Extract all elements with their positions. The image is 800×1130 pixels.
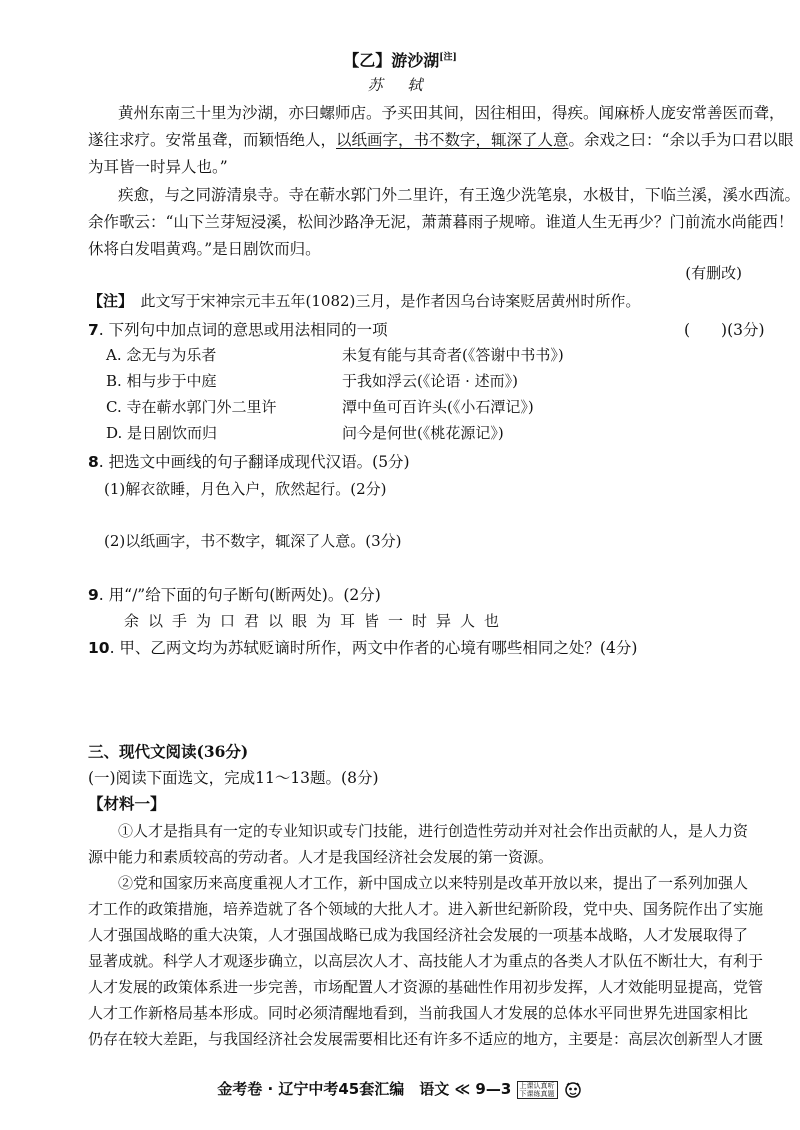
passage-paragraph-1 bbox=[88, 100, 794, 181]
footnote-label: 【注】 bbox=[88, 292, 126, 310]
footer-arrows: ≪ bbox=[454, 1080, 471, 1098]
q8-sub-1-answer-area[interactable] bbox=[104, 500, 744, 526]
q7-option-d-left: D. 是日剧饮而归 bbox=[106, 424, 218, 442]
passage-author: 苏 轼 bbox=[367, 76, 433, 94]
page-footer bbox=[0, 1078, 800, 1100]
section-3-heading: 三、现代文阅读(36分) bbox=[88, 742, 249, 761]
footnote-text: 此文写于宋神宗元丰五年(1082)三月，是作者因乌台诗案贬居黄州时所作。 bbox=[140, 292, 641, 310]
q7-option-c-right: 潭中鱼可百许头(《小石潭记》) bbox=[342, 398, 534, 416]
q10-answer-area[interactable] bbox=[104, 662, 744, 732]
material-line: 人才发展的政策体系进一步完善，市场配置人才资源的基础性作用初步发挥，人才效能明显提高，党管 bbox=[88, 978, 764, 996]
title-footnote-marker: [注] bbox=[439, 52, 457, 63]
passage-line: 疾愈，与之同游清泉寺。寺在蕲水郭门外二里许，有王逸少洗笔泉，水极甘，下临兰溪，溪水西流。 bbox=[118, 186, 800, 204]
material-line: 仍存在较大差距，与我国经济社会发展需要相比还有许多不适应的地方，主要是：高层次创新型人才匮 bbox=[88, 1030, 764, 1048]
mascot-icon bbox=[563, 1080, 583, 1100]
material-1-label: 【材料一】 bbox=[88, 794, 166, 813]
q7-option-b-right: 于我如浮云(《论语 · 述而》) bbox=[342, 372, 519, 390]
passage-line: 遂往求疗。安常虽聋，而颖悟绝人，以纸画字，书不数字，辄深了人意。余戏之曰：“余以手为口君以眼 bbox=[88, 131, 794, 149]
passage-paragraph-2 bbox=[88, 182, 800, 263]
material-line: 才工作的政策措施，培养造就了各个领域的大批人才。进入新世纪新阶段，党中央、国务院作出了实施 bbox=[88, 900, 764, 918]
q7-option-b-left: B. 相与步于中庭 bbox=[106, 372, 217, 390]
q7-option-a-left: A. 念无与为乐者 bbox=[106, 346, 217, 364]
passage-line: 余作歌云：“山下兰芽短浸溪，松间沙路净无泥，萧萧暮雨子规啼。谁道人生无再少？门前流水尚能西！ bbox=[88, 213, 794, 231]
question-8: 8. 把选文中画线的句子翻译成现代汉语。(5分) bbox=[88, 453, 410, 471]
material-line: 源中能力和素质较高的劳动者。人才是我国经济社会发展的第一资源。 bbox=[88, 848, 554, 866]
footer-slogan-badge: 上课认真听 下课练真题 bbox=[517, 1081, 558, 1099]
material-line: 人才强国战略的重大决策，人才强国战略已成为我国经济社会发展的一项基本战略，人才发展取得了 bbox=[88, 926, 749, 944]
footnote bbox=[88, 290, 640, 311]
question-9: 9. 用“/”给下面的句子断句(断两处)。(2分) bbox=[88, 586, 381, 604]
q8-sub-2-answer-area[interactable] bbox=[104, 554, 744, 580]
question-8-sub-1: (1)解衣欲睡，月色入户，欣然起行。(2分) bbox=[104, 480, 387, 498]
footer-title: 金考卷 · 辽宁中考45套汇编 语文 bbox=[217, 1080, 450, 1098]
question-10: 10. 甲、乙两文均为苏轼贬谪时所作，两文中作者的心境有哪些相同之处？(4分) bbox=[88, 639, 638, 657]
material-line: 人才工作新格局基本形成。同时必须清醒地看到，当前我国人才发展的总体水平同世界先进国家相比 bbox=[88, 1004, 749, 1022]
passage-title: 【乙】游沙湖[注] bbox=[343, 51, 457, 70]
passage-line: 休将白发唱黄鸡。”是日剧饮而归。 bbox=[88, 240, 321, 258]
q7-option-a-right: 未复有能与其奇者(《答谢中书书》) bbox=[342, 346, 564, 364]
question-8-sub-2: (2)以纸画字，书不数字，辄深了人意。(3分) bbox=[104, 532, 402, 550]
source-note: (有删改) bbox=[685, 264, 742, 282]
material-paragraph-1 bbox=[88, 818, 758, 870]
question-7: 7. 下列句中加点词的意思或用法相同的一项 bbox=[88, 321, 388, 339]
q7-option-d-right: 问今是何世(《桃花源记》) bbox=[342, 424, 504, 442]
material-line: ①人才是指具有一定的专业知识或专门技能，进行创造性劳动并对社会作出贡献的人，是人力资 bbox=[118, 822, 749, 840]
material-line: 显著成就。科学人才观逐步确立，以高层次人才、高技能人才为重点的各类人才队伍不断壮大，有利于 bbox=[88, 952, 764, 970]
passage-line: 为耳皆一时异人也。” bbox=[88, 158, 228, 176]
question-9-sentence[interactable]: 余以手为口君以眼为耳皆一时异人也 bbox=[124, 612, 509, 630]
passage-line: 黄州东南三十里为沙湖，亦曰螺师店。予买田其间，因往相田，得疾。闻麻桥人庞安常善医而聋， bbox=[118, 104, 785, 122]
underlined-sentence: 以纸画字，书不数字，辄深了人意 bbox=[336, 131, 569, 149]
material-paragraph-2 bbox=[88, 870, 764, 1052]
question-7-answer-blank[interactable]: ( )(3分) bbox=[684, 321, 765, 339]
q7-option-c-left: C. 寺在蕲水郭门外二里许 bbox=[106, 398, 277, 416]
footer-page-number: 9—3 bbox=[475, 1080, 512, 1098]
material-line: ②党和国家历来高度重视人才工作，新中国成立以来特别是改革开放以来，提出了一系列加强人 bbox=[118, 874, 749, 892]
section-3-subheading: (一)阅读下面选文，完成11～13题。(8分) bbox=[88, 769, 379, 787]
